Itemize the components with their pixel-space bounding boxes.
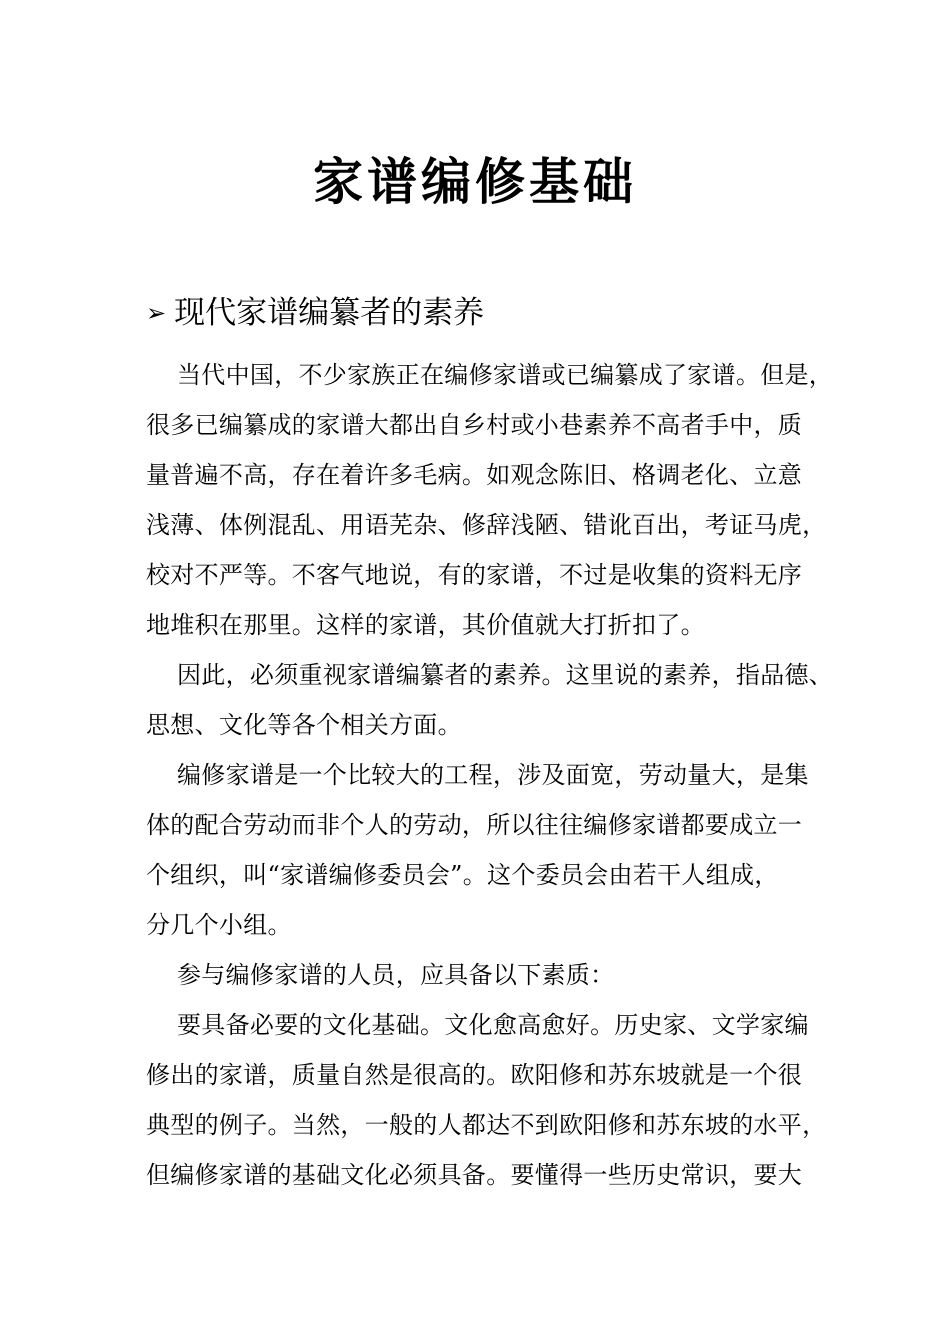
paragraph-line: 体的配合劳动而非个人的劳动，所以往往编修家谱都要成立一: [146, 811, 803, 839]
paragraph-line: 典型的例子。当然，一般的人都达不到欧阳修和苏东坡的水平，: [146, 1111, 827, 1139]
paragraph-line: 当代中国，不少家族正在编修家谱或已编纂成了家谱。但是，: [177, 361, 834, 389]
paragraph-line: 个组织，叫“家谱编修委员会”。这个委员会由若干人组成，: [146, 861, 779, 889]
paragraph-line: 浅薄、体例混乱、用语芜杂、修辞浅陋、错讹百出，考证马虎，: [146, 511, 827, 539]
paragraph-line: 修出的家谱，质量自然是很高的。欧阳修和苏东坡就是一个很: [146, 1061, 803, 1089]
paragraph-line: 因此，必须重视家谱编纂者的素养。这里说的素养，指品德、: [177, 661, 834, 689]
paragraph-line: 分几个小组。: [146, 911, 292, 939]
arrow-bullet-icon: ➢: [146, 299, 167, 327]
paragraph-line: 思想、文化等各个相关方面。: [146, 711, 462, 739]
section-heading-text: 现代家谱编纂者的素养: [174, 295, 485, 331]
document-title: 家谱编修基础: [313, 152, 637, 211]
paragraph-line: 量普遍不高，存在着许多毛病。如观念陈旧、格调老化、立意: [146, 461, 803, 489]
section-heading: [146, 290, 846, 336]
paragraph-line: 校对不严等。不客气地说，有的家谱，不过是收集的资料无序: [146, 561, 803, 589]
paragraph-line: 地堆积在那里。这样的家谱，其价值就大打折扣了。: [146, 611, 705, 639]
paragraph-line: 但编修家谱的基础文化必须具备。要懂得一些历史常识，要大: [146, 1161, 803, 1189]
paragraph-line: 很多已编纂成的家谱大都出自乡村或小巷素养不高者手中，质: [146, 411, 803, 439]
paragraph-line: 编修家谱是一个比较大的工程，涉及面宽，劳动量大，是集: [177, 761, 809, 789]
paragraph-line: 参与编修家谱的人员，应具备以下素质：: [177, 961, 615, 989]
paragraph-line: 要具备必要的文化基础。文化愈高愈好。历史家、文学家编: [177, 1011, 809, 1039]
